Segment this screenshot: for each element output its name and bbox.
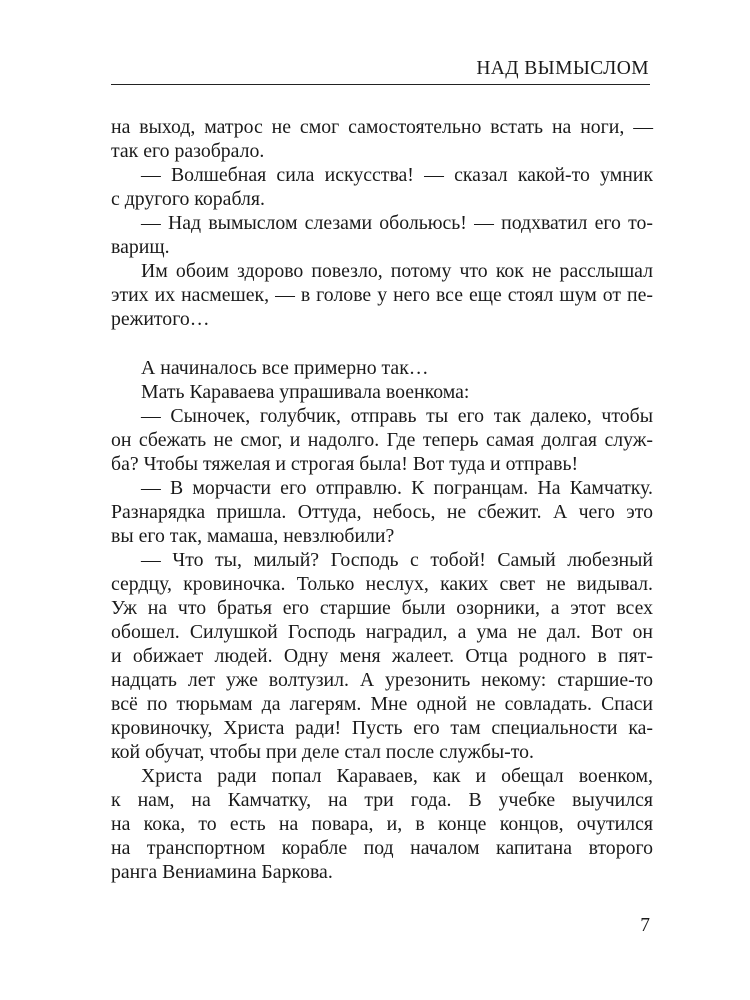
- text-line: так его разобрало.: [111, 140, 265, 162]
- text-line: Разнарядка пришла. Оттуда, небось, не сбежит. А чего это: [111, 501, 653, 523]
- text-line: кой обучат, чтобы при деле стал после службы-то.: [111, 741, 534, 763]
- text-line: — Над вымыслом слезами обольюсь! — подхватил его то-: [141, 212, 653, 234]
- text-block-bottom: [111, 356, 653, 884]
- paragraph: [111, 163, 653, 211]
- paragraph: [111, 115, 653, 163]
- paragraph: [111, 259, 653, 331]
- text-line: Уж на что братья его старшие были озорники, а этот всех: [111, 597, 653, 619]
- text-line: сердцу, кровиночка. Только неслух, каких свет не видывал.: [111, 573, 653, 595]
- text-line: и обижает людей. Одну меня жалеет. Отца родного в пят-: [111, 645, 653, 667]
- text-block-top: [111, 115, 653, 331]
- paragraph: [111, 404, 653, 476]
- paragraph: [111, 356, 653, 380]
- text-line: кровиночку, Христа ради! Пусть его там специальности ка-: [111, 717, 653, 739]
- paragraph: [111, 764, 653, 884]
- running-head: [111, 52, 650, 85]
- paragraph: [111, 211, 653, 259]
- text-line: — В морчасти его отправлю. К погранцам. На Камчатку.: [141, 477, 653, 499]
- text-line: Им обоим здорово повезло, потому что кок не расслышал: [141, 260, 653, 282]
- running-title: НАД ВЫМЫСЛОМ: [476, 58, 649, 79]
- text-line: надцать лет уже волтузил. А урезонить некому: старшие-то: [111, 669, 653, 691]
- paragraph: [111, 548, 653, 764]
- text-line: ранга Вениамина Баркова.: [111, 861, 333, 883]
- text-line: Христа ради попал Караваев, как и обещал военком,: [141, 765, 653, 787]
- text-line: на транспортном корабле под началом капитана второго: [111, 837, 653, 859]
- text-line: он сбежать не смог, и надолго. Где теперь самая долгая служ-: [111, 429, 653, 451]
- text-line: на кока, то есть на повара, и, в конце концов, очутился: [111, 813, 653, 835]
- page-number: 7: [640, 915, 650, 936]
- text-line: варищ.: [111, 236, 170, 258]
- text-line: режитого…: [111, 308, 210, 330]
- text-line: А начиналось все примерно так…: [141, 357, 429, 379]
- text-line: на выход, матрос не смог самостоятельно встать на ноги, —: [111, 116, 653, 138]
- paragraph: [111, 380, 653, 404]
- text-line: ба? Чтобы тяжелая и строгая была! Вот туда и отправь!: [111, 453, 579, 475]
- text-line: — Волшебная сила искусства! — сказал какой-то умник: [141, 164, 653, 186]
- text-line: Мать Караваева упрашивала военкома:: [141, 381, 470, 403]
- text-line: с другого корабля.: [111, 188, 265, 210]
- text-line: — Что ты, милый? Господь с тобой! Самый любезный: [141, 549, 653, 571]
- text-line: к нам, на Камчатку, на три года. В учебке выучился: [111, 789, 653, 811]
- text-line: этих их насмешек, — в голове у него все еще стоял шум от пе-: [111, 284, 653, 306]
- text-line: — Сыночек, голубчик, отправь ты его так далеко, чтобы: [141, 405, 653, 427]
- text-line: обошел. Силушкой Господь наградил, а ума не дал. Вот он: [111, 621, 653, 643]
- paragraph: [111, 476, 653, 548]
- text-line: всё по тюрьмам да лагерям. Мне одной не совладать. Спаси: [111, 693, 653, 715]
- text-line: вы его так, мамаша, невзлюбили?: [111, 525, 395, 547]
